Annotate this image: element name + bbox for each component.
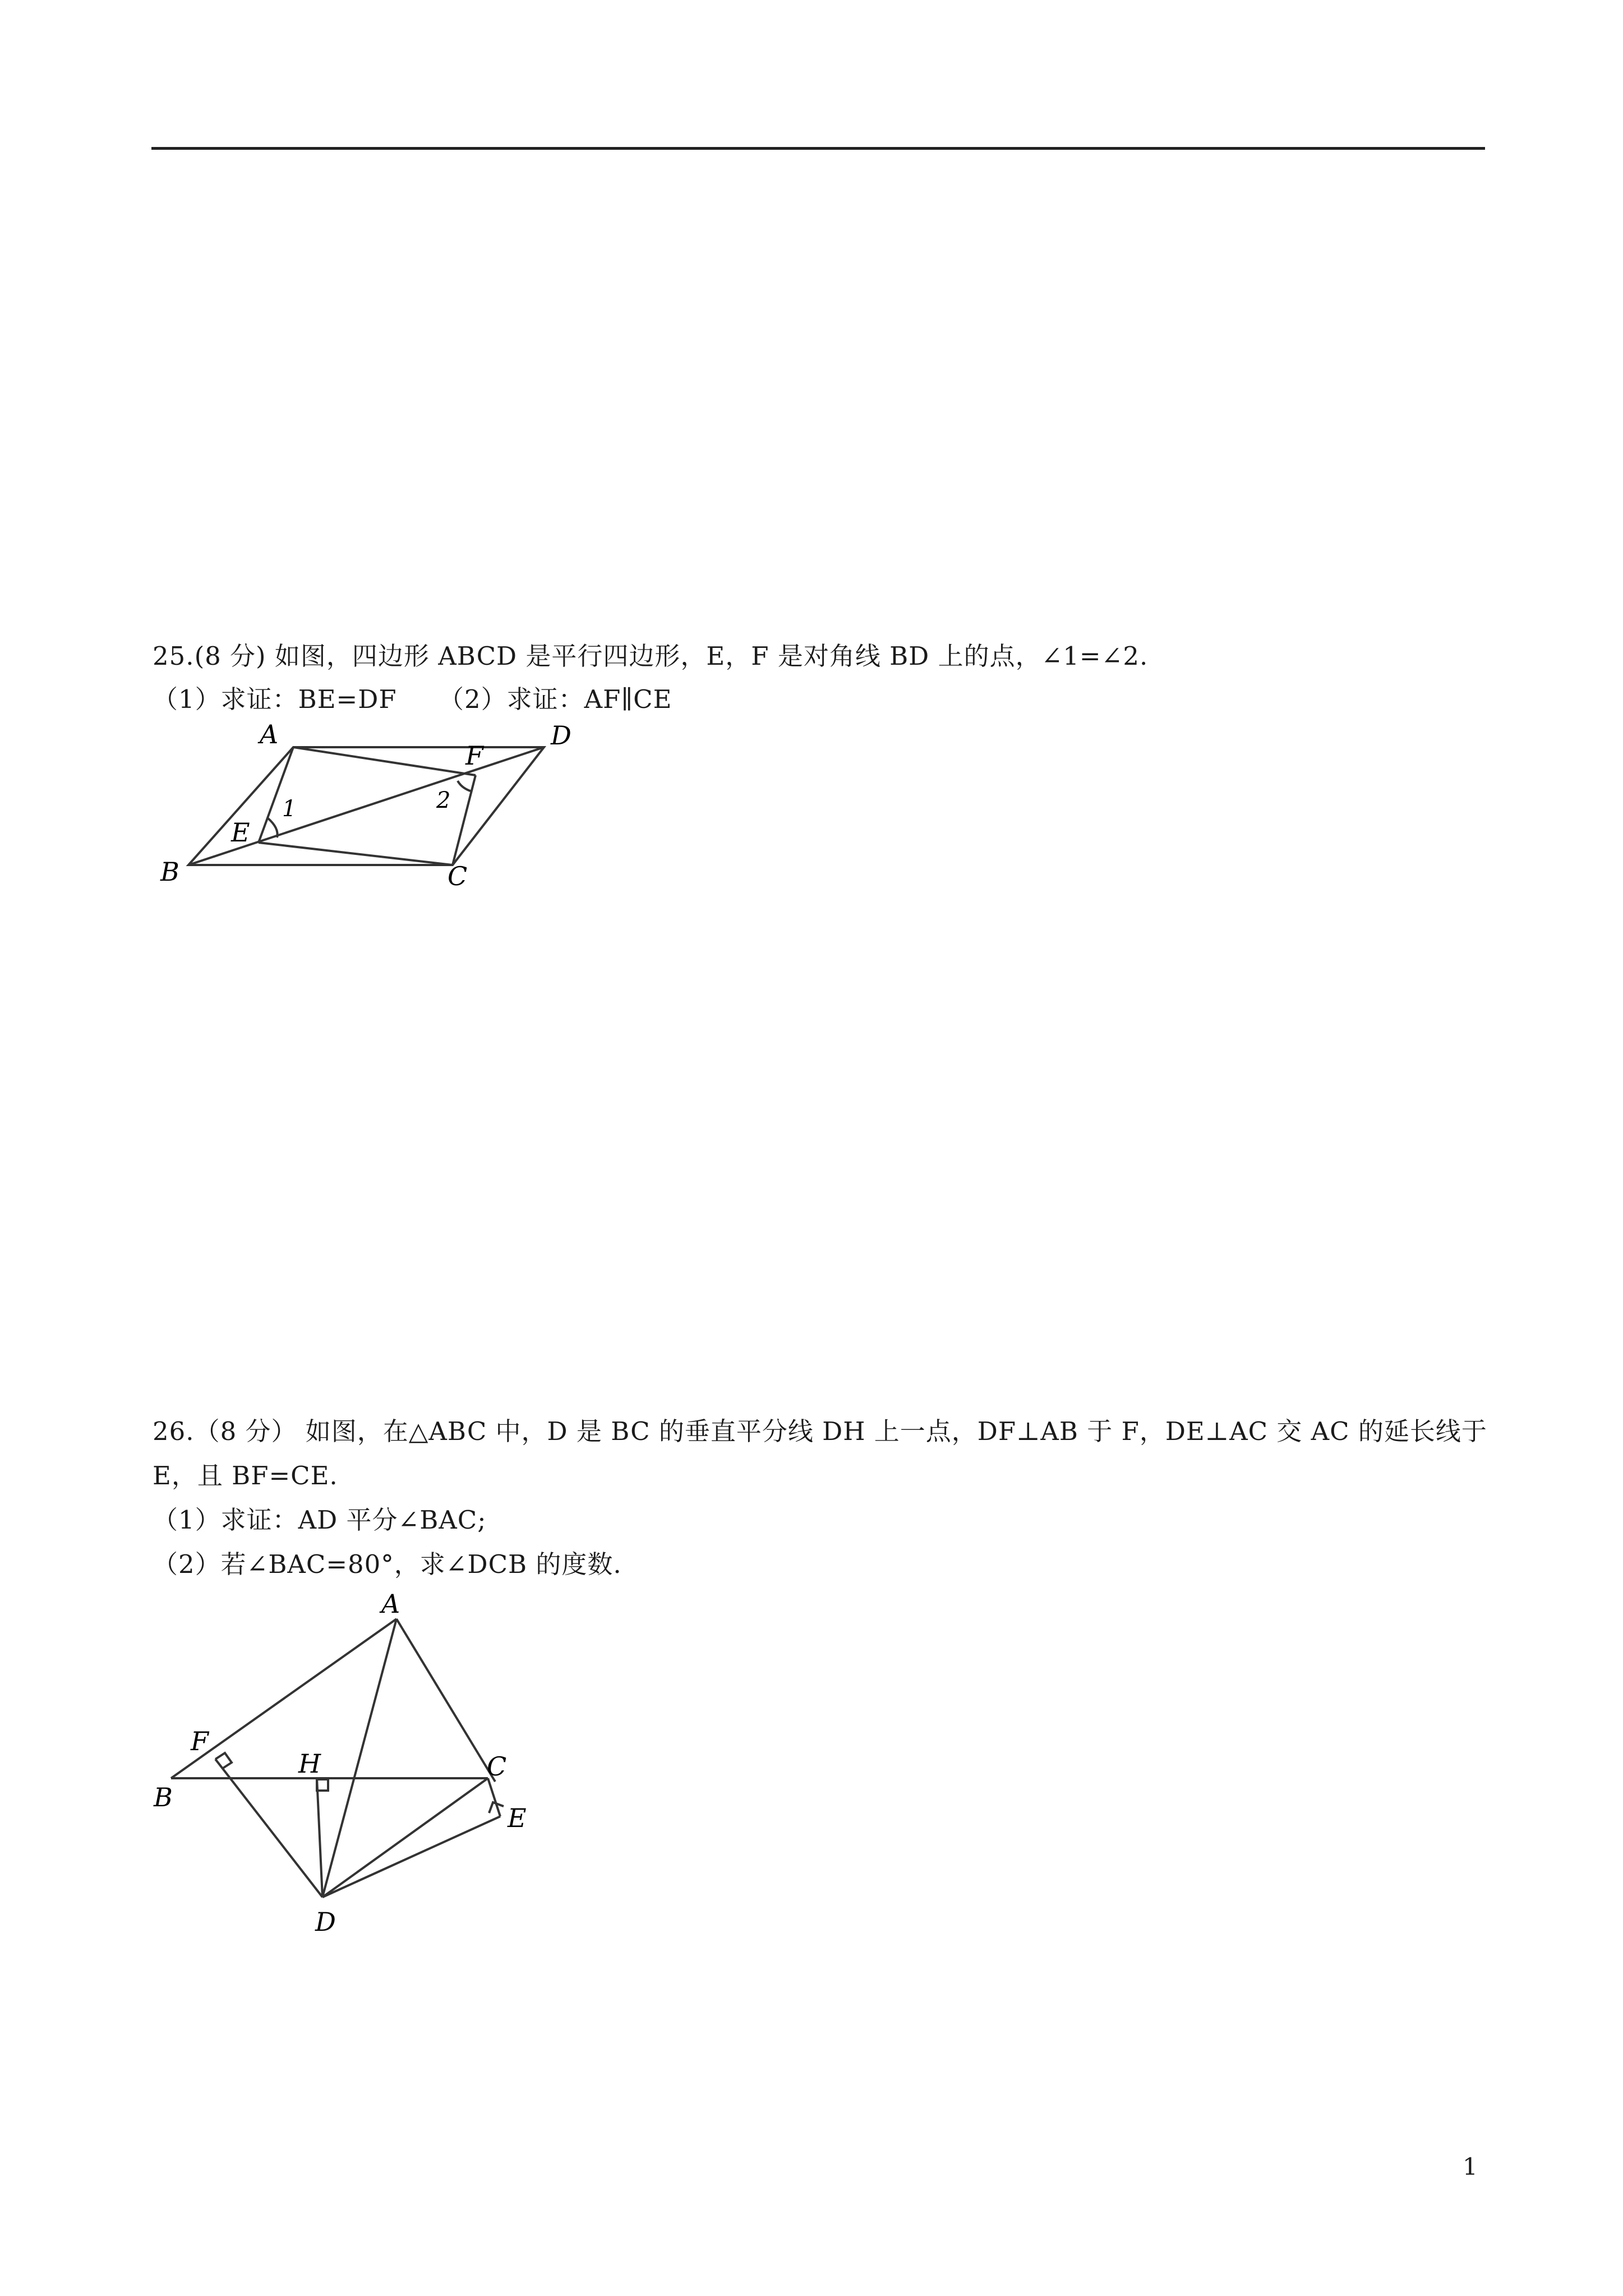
- point-h-label: H: [298, 1749, 321, 1779]
- triangle-diagram: [146, 1582, 550, 1952]
- point-d-label: D: [551, 720, 571, 751]
- segment-ec: [259, 843, 453, 865]
- angle-1-arc: [268, 818, 278, 838]
- point-c-label: C: [487, 1751, 507, 1782]
- point-a-label: A: [260, 719, 279, 749]
- problem-26-subquestion-1: （1）求证：AD 平分∠BAC;: [153, 1505, 487, 1535]
- point-b-label: B: [154, 1782, 173, 1812]
- angle-2-arc: [458, 781, 472, 792]
- problem-26-subquestion-2: （2）若∠BAC=80°，求∠DCB 的度数.: [153, 1549, 622, 1579]
- right-angle-mark-h: [317, 1779, 328, 1791]
- point-c-label: C: [448, 861, 468, 886]
- problem-26-figure: [146, 1582, 550, 1952]
- problem-25-stem: 25.(8 分) 如图，四边形 ABCD 是平行四边形，E，F 是对角线 BD 上的点，∠1=∠2.: [153, 641, 1149, 671]
- segment-ad: [322, 1619, 396, 1897]
- point-e-label: E: [508, 1803, 527, 1833]
- point-f-label: F: [191, 1726, 209, 1756]
- page-number: 1: [1463, 2153, 1478, 2180]
- problem-25-subquestion-2: （2）求证：AF∥CE: [439, 684, 672, 714]
- angle-2-label: 2: [436, 788, 451, 813]
- angle-1-label: 1: [282, 796, 297, 822]
- point-b-label: B: [160, 857, 179, 886]
- problem-25-subquestion-1: （1）求证：BE=DF: [153, 684, 397, 714]
- parallelogram-diagram: [151, 718, 600, 886]
- side-ac: [396, 1619, 495, 1782]
- point-a-label: A: [381, 1589, 400, 1619]
- problem-26-stem-line-1: 26.（8 分） 如图，在△ABC 中，D 是 BC 的垂直平分线 DH 上一点，DF⊥AB 于 F，DE⊥AC 交 AC 的延长线于: [153, 1416, 1487, 1446]
- point-d-label: D: [315, 1907, 336, 1937]
- point-e-label: E: [231, 817, 250, 848]
- point-f-label: F: [465, 740, 483, 771]
- segment-de: [322, 1816, 500, 1897]
- problem-26-stem-line-2: E，且 BF=CE.: [153, 1461, 338, 1490]
- segment-af: [293, 747, 476, 775]
- perpendicular-bisector-dh: [317, 1778, 322, 1897]
- header-rule: [151, 147, 1485, 150]
- segment-df: [215, 1759, 322, 1897]
- problem-25-figure: [151, 718, 600, 886]
- segment-dc: [322, 1778, 488, 1897]
